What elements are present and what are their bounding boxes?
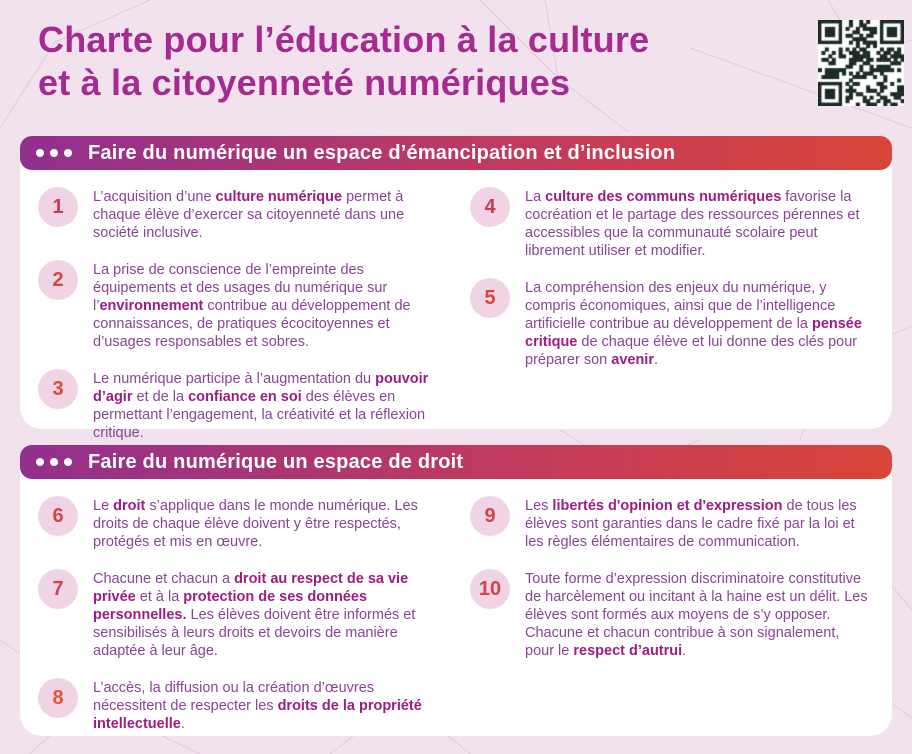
section-column-right bbox=[470, 188, 872, 461]
charter-item bbox=[38, 370, 440, 442]
item-number-badge bbox=[38, 369, 78, 409]
item-number: 9 bbox=[484, 504, 496, 527]
item-number: 6 bbox=[52, 504, 64, 527]
item-text: La prise de conscience de l’empreinte des équipements et des usages du numérique sur l’environnement contribue au développement de connaissances, de pratiques écocitoyennes et d’usages responsables et sobres. bbox=[93, 262, 411, 350]
section-columns bbox=[20, 479, 892, 736]
qr-code-image bbox=[818, 20, 904, 106]
item-number-badge bbox=[38, 496, 78, 536]
charter-item bbox=[470, 279, 872, 369]
section-column-left bbox=[38, 497, 440, 752]
section-title: Faire du numérique un espace de droit bbox=[88, 450, 464, 473]
item-number-badge bbox=[38, 187, 78, 227]
section-card-emancipation bbox=[20, 136, 892, 441]
section-header-bar bbox=[20, 136, 892, 170]
item-number: 5 bbox=[484, 286, 496, 309]
bullet-dots-icon bbox=[36, 149, 72, 157]
item-number: 4 bbox=[484, 195, 496, 218]
item-number-badge bbox=[470, 569, 510, 609]
item-text: Chacune et chacun a droit au respect de sa vie privée et à la protection de ses données personnelles. Les élèves doivent être informés et sensibilisés à leurs droits et devoirs de manière adaptée à leur âge. bbox=[93, 571, 416, 659]
section-columns bbox=[20, 170, 892, 441]
charter-item bbox=[470, 497, 872, 551]
item-number: 2 bbox=[52, 268, 64, 291]
item-number-badge bbox=[38, 260, 78, 300]
charter-item bbox=[38, 497, 440, 551]
item-number: 7 bbox=[52, 577, 64, 600]
section-column-left bbox=[38, 188, 440, 461]
item-text: Les libertés d'opinion et d'expression de tous les élèves sont garanties dans le cadre fixé par la loi et les règles élémentaires de communication. bbox=[525, 498, 857, 550]
page-title-line-2: et à la citoyenneté numériques bbox=[38, 62, 571, 103]
item-text: La compréhension des enjeux du numérique, y compris économiques, ainsi que de l’intelligence artificielle contribue au développement de la pensée critique de chaque élève et lui donne des clés pour préparer son avenir. bbox=[525, 280, 862, 368]
item-text: L’acquisition d’une culture numérique permet à chaque élève d’exercer sa citoyenneté dans une société inclusive. bbox=[93, 189, 405, 241]
charter-item bbox=[470, 188, 872, 260]
charter-item bbox=[470, 570, 872, 660]
qr-code bbox=[818, 20, 904, 106]
item-number: 10 bbox=[478, 577, 502, 600]
item-text: Le droit s’applique dans le monde numérique. Les droits de chaque élève doivent y être respectés, protégés et mis en œuvre. bbox=[93, 498, 418, 550]
section-card-droit bbox=[20, 445, 892, 736]
charter-item bbox=[38, 570, 440, 660]
item-text: La culture des communs numériques favorise la cocréation et le partage des ressources pérennes et accessibles que la communauté scolaire peut librement utiliser et modifier. bbox=[525, 189, 860, 259]
item-text: Toute forme d’expression discriminatoire constitutive de harcèlement ou incitant à la haine est un délit. Les élèves sont formés aux moyens de s’y opposer. Chacune et chacun contribue à son signalement, pour le respect d’autrui. bbox=[525, 571, 868, 659]
page-title-line-1: Charte pour l’éducation à la culture bbox=[38, 19, 650, 60]
item-number-badge bbox=[470, 187, 510, 227]
item-number-badge bbox=[38, 678, 78, 718]
item-text: Le numérique participe à l’augmentation du pouvoir d’agir et de la confiance en soi des élèves en permettant l’engagement, la créativité et la réflexion critique. bbox=[93, 371, 429, 441]
item-number-badge bbox=[38, 569, 78, 609]
item-number: 3 bbox=[52, 377, 64, 400]
page-title bbox=[38, 18, 649, 104]
item-number-badge bbox=[470, 278, 510, 318]
item-number-badge bbox=[470, 496, 510, 536]
section-header-bar bbox=[20, 445, 892, 479]
charter-item bbox=[38, 188, 440, 242]
bullet-dots-icon bbox=[36, 458, 72, 466]
section-column-right bbox=[470, 497, 872, 752]
charter-item bbox=[38, 679, 440, 733]
section-title: Faire du numérique un espace d’émancipation et d’inclusion bbox=[88, 141, 676, 164]
item-text: L’accès, la diffusion ou la création d’œuvres nécessitent de respecter les droits de la propriété intellectuelle. bbox=[93, 680, 422, 732]
item-number: 8 bbox=[52, 686, 64, 709]
charter-item bbox=[38, 261, 440, 351]
item-number: 1 bbox=[52, 195, 64, 218]
